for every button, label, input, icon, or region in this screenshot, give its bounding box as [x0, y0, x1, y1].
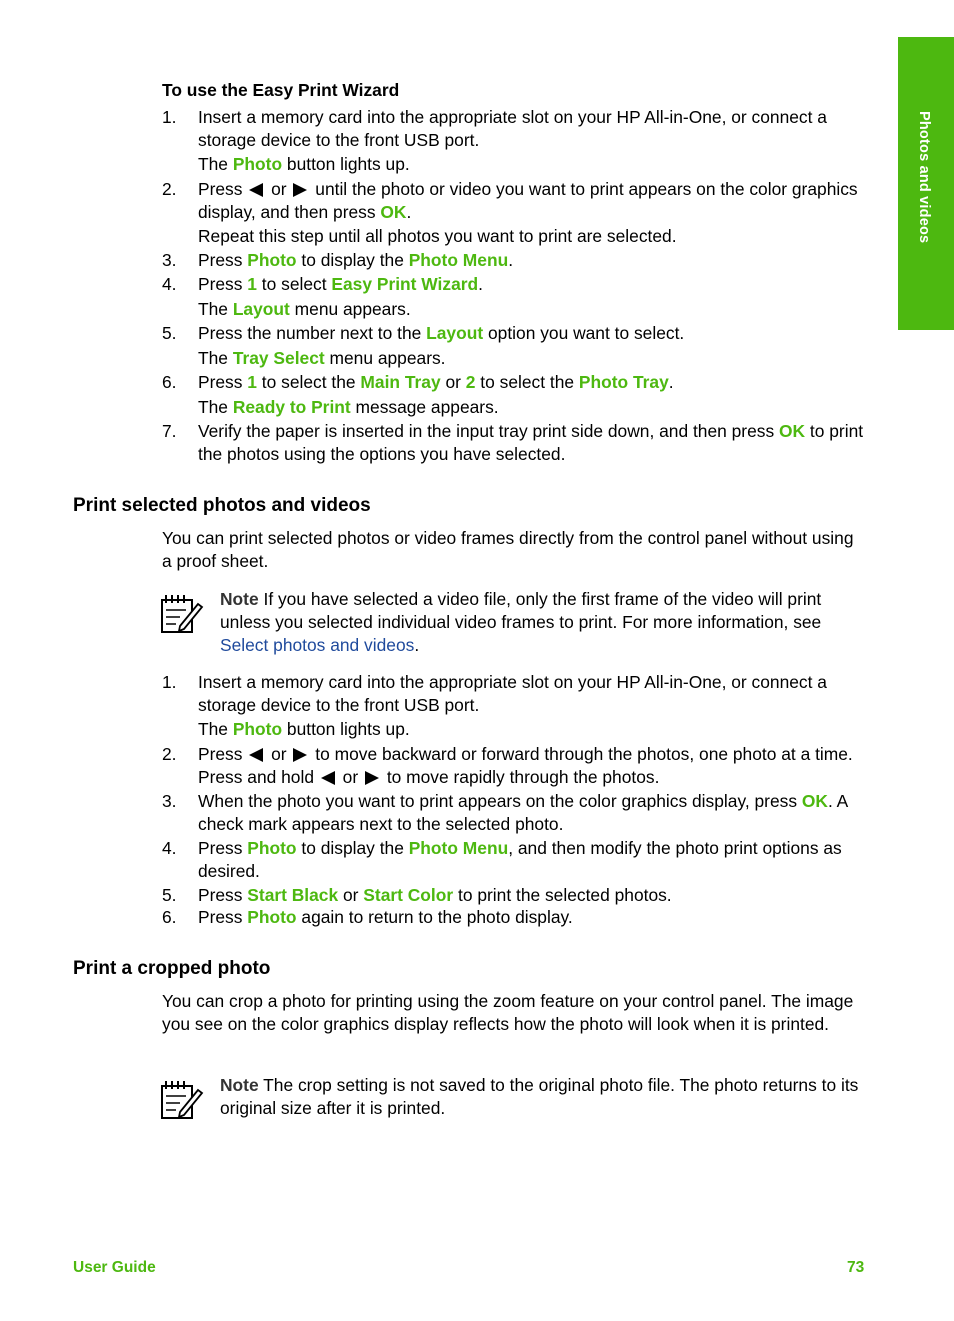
- step-number: 1.: [162, 107, 177, 127]
- section1-step-4: Press Photo to display the Photo Menu, and then modify the photo print options as desired.: [198, 838, 842, 881]
- left-arrow-button-icon: [321, 771, 335, 785]
- note-pad-icon: [160, 592, 204, 636]
- section2-intro: You can crop a photo for printing using the zoom feature on your control panel. The image you see on the color graphics display reflects how the photo will look when it is printed.: [162, 991, 854, 1034]
- wizard-step-3: Press Photo to display the Photo Menu.: [198, 250, 514, 270]
- step-number: 2.: [162, 744, 177, 764]
- side-tab-label: Photos and videos: [916, 111, 932, 244]
- step-number: 5.: [162, 323, 177, 343]
- section1-step-1: Insert a memory card into the appropriate slot on your HP All-in-One, or connect a storage device to the front USB port.: [198, 672, 827, 715]
- left-arrow-button-icon: [249, 748, 263, 762]
- right-arrow-button-icon: [293, 748, 307, 762]
- section-title-print-selected: Print selected photos and videos: [73, 495, 371, 516]
- section1-step-6: Press Photo again to return to the photo display.: [198, 907, 573, 927]
- note-label: Note: [220, 1075, 259, 1095]
- step-number: 4.: [162, 274, 177, 294]
- select-photos-link[interactable]: Select photos and videos: [220, 634, 415, 655]
- section1-intro: You can print selected photos or video frames directly from the control panel without using a proof sheet.: [162, 528, 854, 571]
- step-number: 3.: [162, 250, 177, 270]
- page-number: 73: [847, 1259, 865, 1276]
- step-number: 6.: [162, 372, 177, 392]
- step-number: 5.: [162, 885, 177, 905]
- note-pad-icon: [160, 1078, 204, 1122]
- step-number: 4.: [162, 838, 177, 858]
- step-number: 2.: [162, 179, 177, 199]
- wizard-step-4: Press 1 to select Easy Print Wizard.: [198, 274, 483, 294]
- section2-note: Note The crop setting is not saved to the original photo file. The photo returns to its original size after it is printed.: [220, 1075, 859, 1118]
- left-arrow-button-icon: [249, 183, 263, 197]
- photo-button-label: Photo: [232, 154, 283, 174]
- note-label: Note: [220, 589, 259, 609]
- section-title-print-cropped: Print a cropped photo: [73, 958, 271, 979]
- right-arrow-button-icon: [293, 183, 307, 197]
- footer-title: User Guide: [73, 1259, 156, 1276]
- wizard-step-1: Insert a memory card into the appropriate slot on your HP All-in-One, or connect a storage device to the front USB port.: [198, 107, 827, 150]
- section1-step-5: Press Start Black or Start Color to print the selected photos.: [198, 885, 672, 905]
- wizard-step-5: Press the number next to the Layout option you want to select.: [198, 323, 685, 343]
- step-number: 3.: [162, 791, 177, 811]
- ok-button-label: OK: [380, 201, 407, 222]
- wizard-step-6-result: The Ready to Print message appears.: [198, 397, 499, 417]
- section1-note: Note If you have selected a video file, only the first frame of the video will print unless you selected individual video frames to print. For more information, see Select photos and videos.: [220, 589, 822, 655]
- side-tab: [898, 37, 954, 330]
- wizard-step-2-note: Repeat this step until all photos you want to print are selected.: [198, 226, 677, 246]
- right-arrow-button-icon: [365, 771, 379, 785]
- section1-step-3: When the photo you want to print appears on the color graphics display, press OK. A check mark appears next to the selected photo.: [198, 791, 848, 834]
- section1-step-2: Press or to move backward or forward through the photos, one photo at a time. Press and hold or to move rapidly through the photos.: [198, 744, 853, 787]
- wizard-step-7: Verify the paper is inserted in the input tray print side down, and then press OK to print the photos using the options you have selected.: [198, 421, 864, 464]
- wizard-heading: To use the Easy Print Wizard: [162, 80, 400, 100]
- wizard-step-1-result: The Photo button lights up.: [198, 154, 410, 174]
- wizard-step-6: Press 1 to select the Main Tray or 2 to select the Photo Tray.: [198, 372, 674, 392]
- step-number: 7.: [162, 421, 177, 441]
- section1-step-1-result: The Photo button lights up.: [198, 719, 410, 739]
- wizard-step-4-result: The Layout menu appears.: [198, 299, 411, 319]
- wizard-step-2: Press or until the photo or video you want to print appears on the color graphics display, and then press OK.: [198, 179, 858, 222]
- step-number: 6.: [162, 907, 177, 927]
- step-number: 1.: [162, 672, 177, 692]
- wizard-step-5-result: The Tray Select menu appears.: [198, 348, 446, 368]
